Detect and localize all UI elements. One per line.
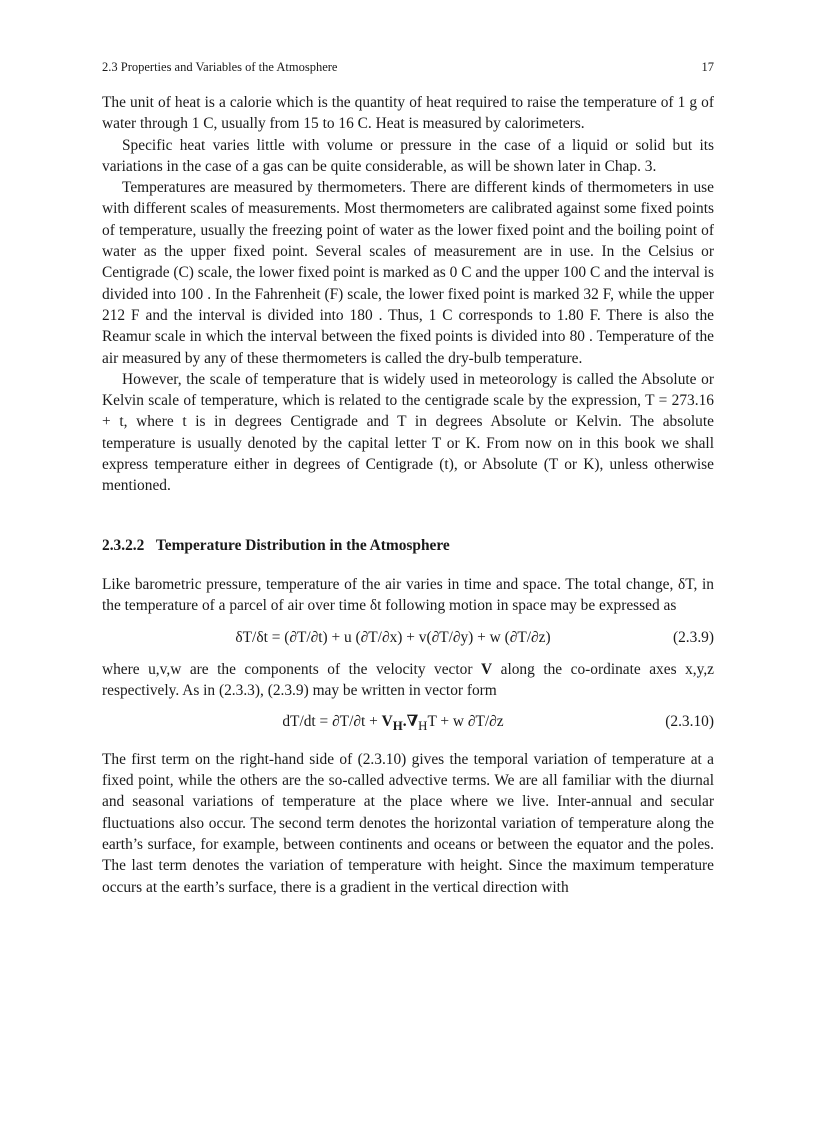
text-span: along the co-ordinate axes x,y,z respectively. As in (2.3.3), (2.3.9) may be written in vector form: [102, 660, 715, 700]
page-number: 17: [701, 60, 714, 74]
vector-symbol: V: [381, 713, 393, 731]
section-number: 2.3.2.2: [102, 536, 145, 554]
text-span: where u,v,w are the components of the velocity vector: [102, 660, 481, 678]
eq-part: T + w ∂T/∂z: [427, 713, 504, 731]
eq-part: .∇: [402, 713, 419, 731]
running-head-title: 2.3 Properties and Variables of the Atmosphere: [102, 60, 338, 74]
subscript: H: [418, 719, 428, 734]
paragraph-specific-heat: Specific heat varies little with volume or pressure in the case of a liquid or solid but its variations in the case of a gas can be quite considerable, as will be shown later in Chap. 3.: [102, 136, 714, 175]
vector-symbol: V: [481, 660, 493, 678]
running-head: [102, 60, 714, 75]
paragraph-section-intro: Like barometric pressure, temperature of the air varies in time and space. The total change, δT, in the temperature of a parcel of air over time δt following motion in space may be expressed as: [102, 575, 714, 615]
equation-number: (2.3.9): [672, 628, 714, 646]
paragraph-thermometers: Temperatures are measured by thermometers. There are different kinds of thermometers in use with different scales of measurements. Most thermometers are calibrated against some fixed points of temperature, usually the freezing point of water as the lower fixed point and the boiling point of water as the upper fixed point. Several scales of measurement are in use. In the Celsius or Centigrade (C) scale, the lower fixed point is marked as 0 C and the upper 100 C and the interval is divided into 100 . In the Fahrenheit (F) scale, the lower fixed point is marked 32 F, while the upper 212 F and the interval is divided into 180 . Thus, 1 C corresponds to 1.80 F. There is also the Reamur scale in which the interval between the fixed points is divided into 80 . Temperature of the air measured by any of these thermometers is called the dry-bulb temperature.: [102, 179, 714, 367]
equation-2-3-9: [102, 627, 714, 648]
eq-part: dT/dt = ∂T/∂t +: [282, 713, 382, 731]
paragraph-advective-terms: The first term on the right-hand side of (2.3.10) gives the temporal variation of temperature at a fixed point, while the others are the so-called advective terms. We are all familiar with the diurnal and seasonal variations of temperature at the place where we live. Inter-annual and secular fluctuations also occur. The second term denotes the horizontal variation of temperature along the earth’s surface, for example, between continents and oceans or between the equator and the poles. The last term denotes the variation of temperature with height. Since the maximum temperature occurs at the earth’s surface, there is a gradient in the vertical direction with: [102, 750, 714, 896]
section-title: Temperature Distribution in the Atmosphere: [155, 536, 450, 554]
section-heading: [102, 535, 714, 556]
paragraph-velocity-components: [102, 659, 714, 702]
paragraph-heat-unit: The unit of heat is a calorie which is the quantity of heat required to raise the temperature of 1 g of water through 1 C, usually from 15 to 16 C. Heat is measured by calorimeters.: [102, 94, 714, 133]
subscript: H: [392, 719, 403, 734]
equation-expression: [102, 711, 644, 737]
body-text: [102, 92, 714, 898]
equation-2-3-10: [102, 711, 714, 737]
equation-expression: δT/δt = (∂T/∂t) + u (∂T/∂x) + v(∂T/∂y) + w (∂T/∂z): [235, 628, 551, 646]
paragraph-absolute-scale: However, the scale of temperature that is widely used in meteorology is called the Absolute or Kelvin scale of temperature, which is related to the centigrade scale by the expression, T = 273.16 + t, where t is in degrees Centigrade and T in degrees Absolute or Kelvin. The absolute temperature is usually denoted by the capital letter T or K. From now on in this book we shall express temperature either in degrees of Centigrade (t), or Absolute (T or K), unless otherwise mentioned.: [102, 370, 714, 495]
equation-number: (2.3.10): [665, 713, 714, 731]
